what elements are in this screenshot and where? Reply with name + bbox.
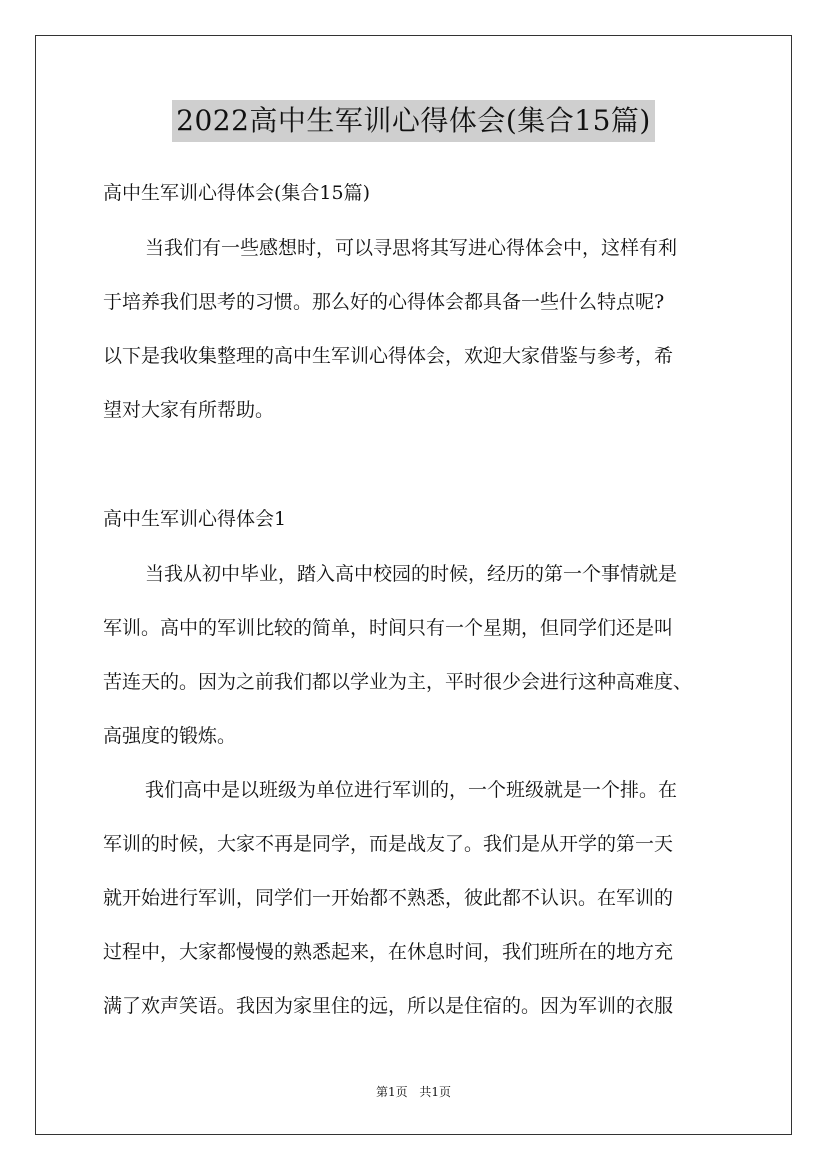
paragraph-line: 就开始进行军训，同学们一开始都不熟悉，彼此都不认识。在军训的 (103, 887, 674, 909)
paragraph-line: 高强度的锻炼。 (103, 725, 237, 747)
intro-line: 望对大家有所帮助。 (103, 399, 275, 421)
intro-line: 于培养我们思考的习惯。那么好的心得体会都具备一些什么特点呢? (103, 291, 665, 313)
document-subtitle: 高中生军训心得体会(集合15篇) (103, 182, 371, 204)
paragraph-line: 当我从初中毕业，踏入高中校园的时候，经历的第一个事情就是 (145, 563, 678, 585)
paragraph-line: 过程中，大家都慢慢的熟悉起来，在休息时间，我们班所在的地方充 (103, 941, 674, 963)
section-heading: 高中生军训心得体会1 (103, 508, 287, 530)
document-title: 2022高中生军训心得体会(集合15篇) (172, 100, 655, 142)
page-number: 第1页 (375, 1085, 408, 1099)
title-container (0, 100, 827, 142)
paragraph-line: 我们高中是以班级为单位进行军训的，一个班级就是一个排。在 (145, 779, 678, 801)
page-total: 共1页 (419, 1085, 452, 1099)
paragraph-line: 军训的时候，大家不再是同学，而是战友了。我们是从开学的第一天 (103, 833, 674, 855)
page-footer (0, 1084, 827, 1100)
intro-line: 当我们有一些感想时，可以寻思将其写进心得体会中，这样有利 (145, 237, 678, 259)
intro-line: 以下是我收集整理的高中生军训心得体会，欢迎大家借鉴与参考，希 (103, 345, 674, 367)
paragraph-line: 军训。高中的军训比较的简单，时间只有一个星期，但同学们还是叫 (103, 617, 674, 639)
paragraph-line: 满了欢声笑语。我因为家里住的远，所以是住宿的。因为军训的衣服 (103, 995, 674, 1017)
paragraph-line: 苦连天的。因为之前我们都以学业为主，平时很少会进行这种高难度、 (103, 671, 693, 693)
